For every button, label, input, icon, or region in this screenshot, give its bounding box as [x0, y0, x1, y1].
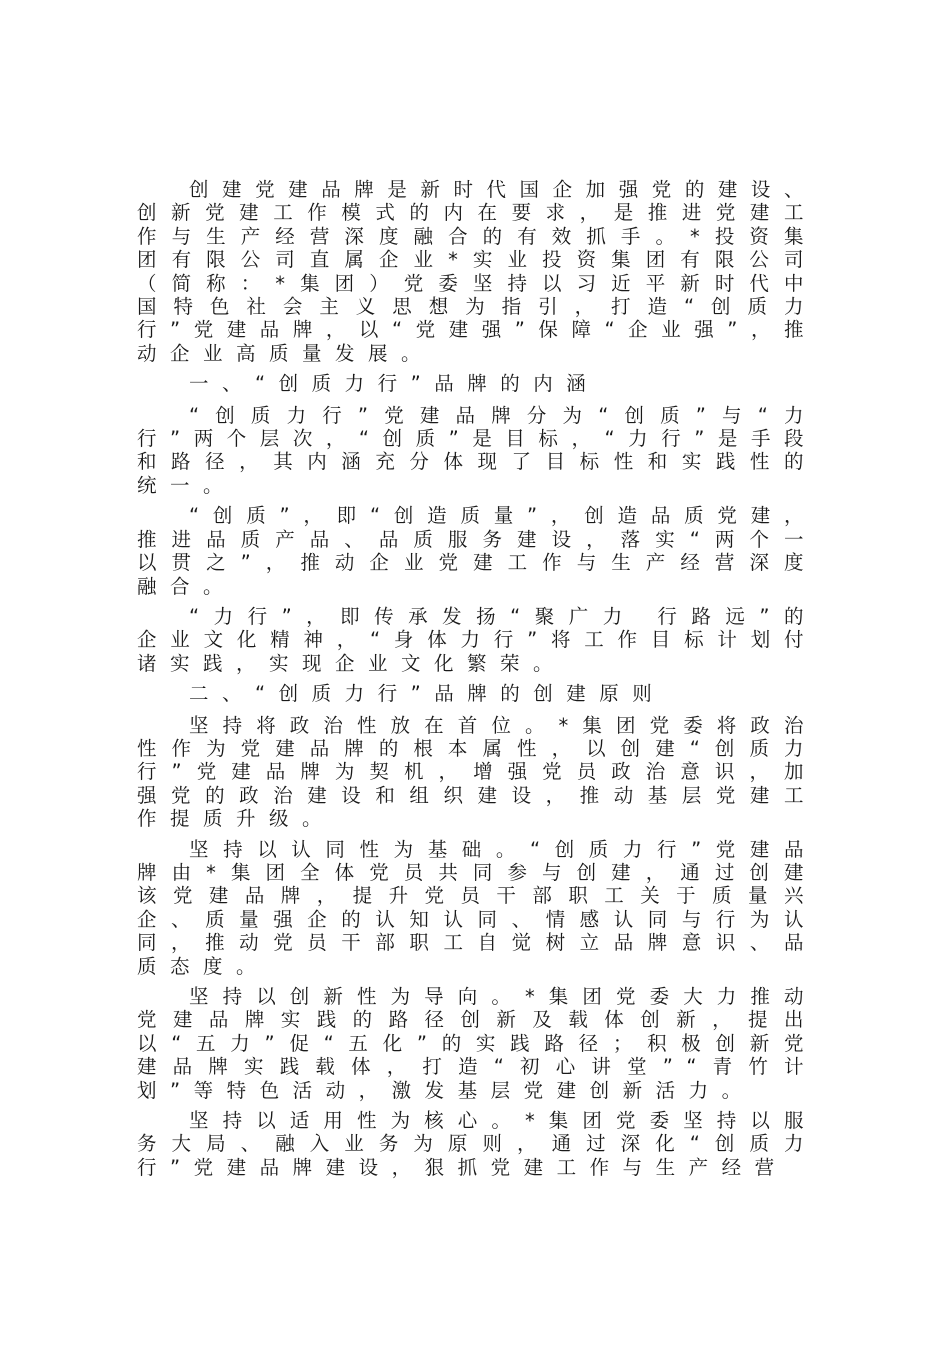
paragraph-chuangzhi: “创质”，即“创造质量”，创造品质党建，推进品质产品、品质服务建设，落实“两个一以贯之”，推动企业党建工作与生产经营深度融合。: [137, 504, 817, 598]
paragraph-principle-applicability: 坚持以适用性为核心。*集团党委坚持以服务大局、融入业务为原则，通过深化“创质力行”党建品牌建设，狠抓党建工作与生产经营: [137, 1109, 817, 1179]
paragraph-principle-identity: 坚持以认同性为基础。“创质力行”党建品牌由*集团全体党员共同参与创建，通过创建该党建品牌，提升党员干部职工关于质量兴企、质量强企的认知认同、情感认同与行为认同，推动党员干部职工自觉树立品牌意识、品质态度。: [137, 837, 817, 978]
paragraph-brand-levels: “创质力行”党建品牌分为“创质”与“力行”两个层次，“创质”是目标，“力行”是手段和路径，其内涵充分体现了目标性和实践性的统一。: [137, 403, 817, 497]
section-heading-1: 一、“创质力行”品牌的内涵: [189, 372, 600, 396]
intro-paragraph: 创建党建品牌是新时代国企加强党的建设、创新党建工作模式的内在要求，是推进党建工作与生产经营深度融合的有效抓手。*投资集团有限公司直属企业*实业投资集团有限公司（简称：*集团）党委坚持以习近平新时代中国特色社会主义思想为指引，打造“创质力行”党建品牌，以“党建强”保障“企业强”，推动企业高质量发展。: [137, 178, 817, 365]
paragraph-lixing: “力行”，即传承发扬“聚广力 行路远”的企业文化精神，“身体力行”将工作目标计划付诸实践，实现企业文化繁荣。: [137, 604, 817, 675]
paragraph-principle-political: 坚持将政治性放在首位。*集团党委将政治性作为党建品牌的根本属性，以创建“创质力行”党建品牌为契机，增强党员政治意识，加强党的政治建设和组织建设，推动基层党建工作提质升级。: [137, 713, 817, 831]
document-body: [137, 178, 817, 1186]
paragraph-principle-innovation: 坚持以创新性为导向。*集团党委大力推动党建品牌实践的路径创新及载体创新，提出以“五力”促“五化”的实践路径；积极创新党建品牌实践载体，打造“初心讲堂”“青竹计划”等特色活动，激发基层党建创新活力。: [137, 985, 817, 1102]
section-heading-2: 二、“创质力行”品牌的创建原则: [189, 682, 666, 706]
